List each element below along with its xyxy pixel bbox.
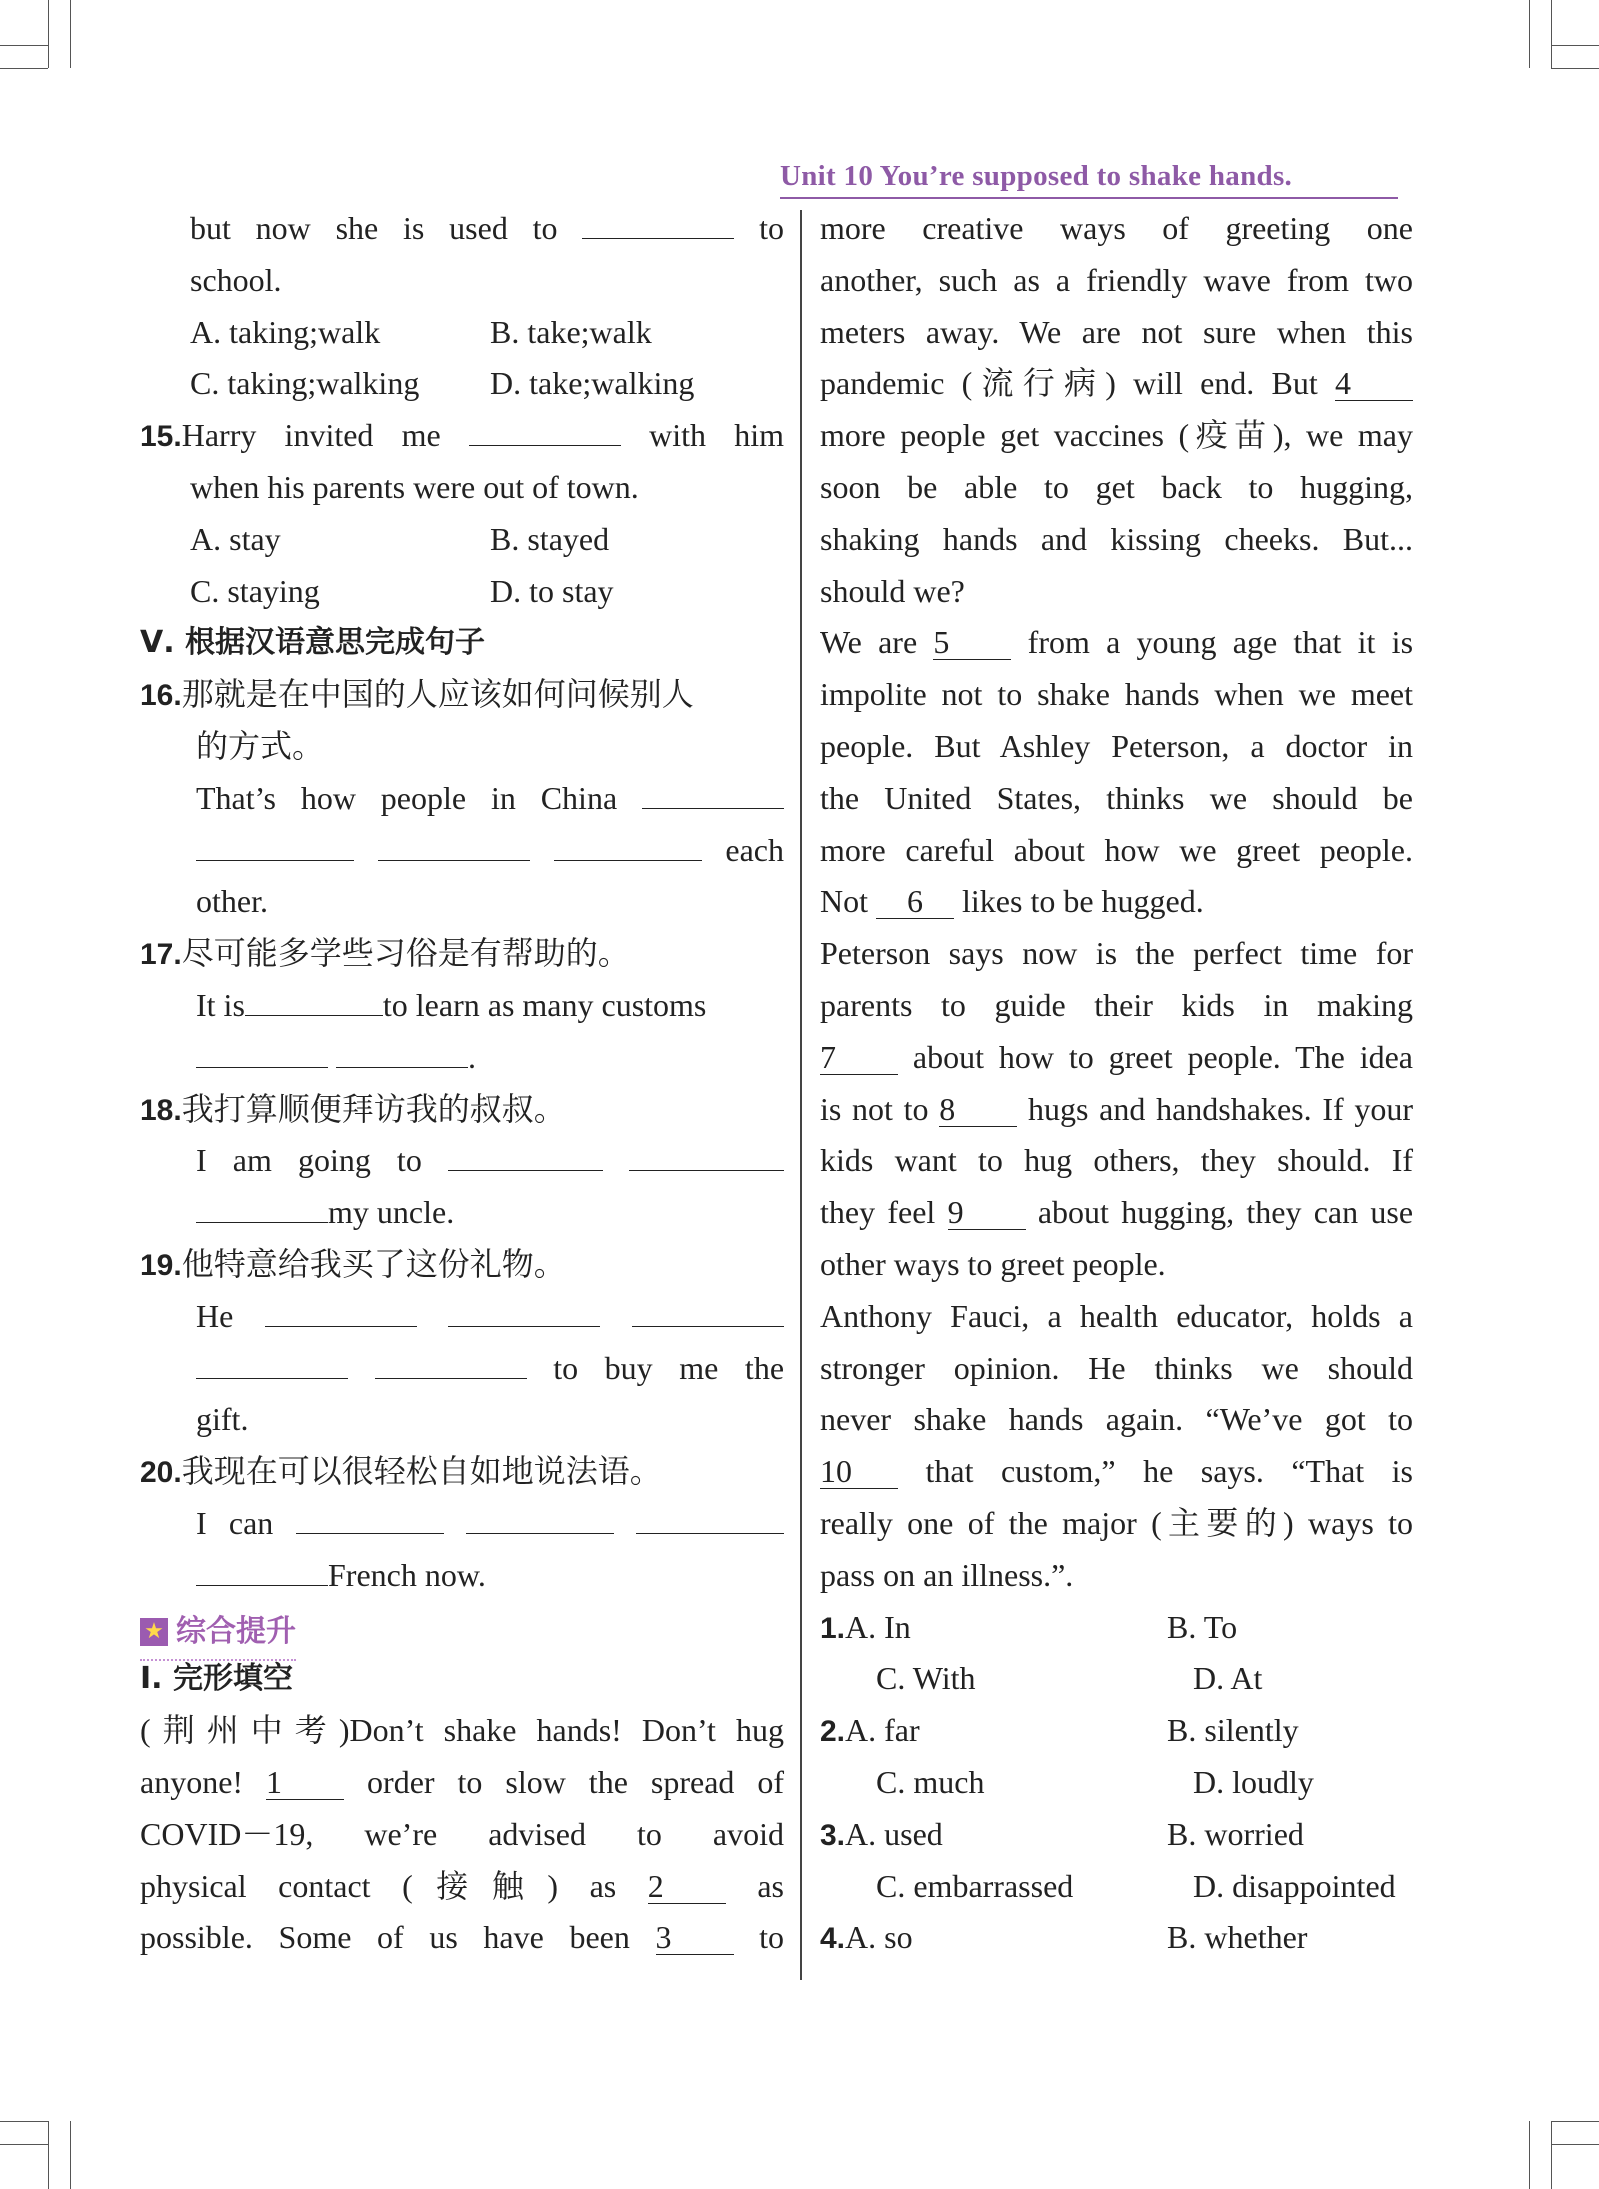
passage-line: [820, 1394, 1413, 1446]
passage-text: hugs and handshakes. If your: [1028, 1090, 1414, 1127]
passage-line: [140, 1912, 784, 1964]
crop-mark: [1551, 45, 1599, 46]
question-number: 4.: [820, 1922, 846, 1956]
answer-blank[interactable]: [378, 830, 530, 861]
passage-line: [820, 825, 1413, 877]
passage-text: should we?: [820, 572, 965, 609]
passage-text: about how to greet people. The idea: [912, 1038, 1414, 1075]
left-column: [140, 203, 785, 1964]
running-header: Unit 10 You’re supposed to shake hands.: [780, 160, 1293, 192]
crop-mark: [0, 2121, 48, 2122]
answer-blank[interactable]: [554, 830, 702, 861]
question-number: 19.: [140, 1248, 182, 1282]
question-number: 15.: [140, 420, 182, 454]
header-rule: [780, 197, 1398, 199]
cloze-blank[interactable]: 8: [939, 1094, 1017, 1127]
q14-continuation: but now she is used to to: [190, 210, 785, 246]
option-d[interactable]: D. disappointed: [1193, 1867, 1396, 1904]
passage-text: COVID－19, we’re advised to avoid: [140, 1815, 784, 1852]
answer-blank[interactable]: [196, 1348, 348, 1379]
passage-text: likes to be hugged.: [962, 883, 1204, 920]
cloze-blank[interactable]: 4: [1335, 368, 1413, 401]
crop-mark: [1551, 2121, 1552, 2189]
passage-text: (荆州中考)Don’t shake hands! Don’t hug: [140, 1712, 784, 1749]
passage-text: order to slow the spread of: [367, 1763, 785, 1800]
answer-blank[interactable]: [245, 985, 383, 1016]
passage-text: anyone!: [140, 1763, 267, 1800]
option-a[interactable]: A. taking;walk: [190, 313, 381, 350]
question-number: 1.: [820, 1611, 846, 1645]
section-heading: Ⅴ. 根据汉语意思完成句子: [140, 625, 486, 661]
answer-blank[interactable]: [448, 1140, 603, 1171]
option-c[interactable]: C. embarrassed: [876, 1867, 1074, 1904]
crop-mark: [1551, 2144, 1599, 2145]
star-icon: ★: [140, 1618, 168, 1646]
cloze-passage-right: [820, 203, 1413, 1602]
passage-line: [820, 1187, 1413, 1239]
answer-blank[interactable]: [196, 1192, 328, 1223]
q14-continuation: school.: [190, 261, 282, 298]
passage-text: about hugging, they can use: [1037, 1194, 1414, 1231]
q15-stem: 15.Harry invited me with him: [140, 417, 784, 454]
passage-line: [820, 1550, 1413, 1602]
answer-row: [820, 1912, 1413, 1964]
option-a[interactable]: A. so: [845, 1919, 913, 1956]
question-number: 20.: [140, 1456, 182, 1490]
right-column: [820, 203, 1413, 1964]
answer-row: [820, 1653, 1413, 1705]
passage-text: other ways to greet people.: [820, 1245, 1166, 1282]
answer-blank[interactable]: [296, 1503, 444, 1534]
answer-blank[interactable]: [265, 1296, 417, 1327]
question-number: 17.: [140, 938, 182, 972]
option-a[interactable]: A. stay: [190, 520, 281, 557]
passage-text: pass on an illness.”.: [820, 1556, 1074, 1593]
cloze-blank[interactable]: 2: [648, 1871, 726, 1904]
option-d[interactable]: D. loudly: [1193, 1763, 1314, 1800]
option-b[interactable]: B. whether: [1167, 1919, 1308, 1956]
passage-text: more careful about how we greet people.: [820, 831, 1413, 868]
answer-blank[interactable]: [448, 1296, 600, 1327]
question-number: 3.: [820, 1818, 846, 1852]
q17-english: It is to learn as many customs: [196, 986, 707, 1023]
q16-chinese: 的方式。: [196, 727, 325, 764]
option-d[interactable]: D. take;walking: [490, 365, 695, 402]
passage-line: [820, 203, 1413, 255]
crop-mark: [70, 0, 71, 68]
q19-english: gift.: [196, 1401, 249, 1438]
crop-mark: [1551, 2121, 1599, 2122]
passage-text: from a young age that it is: [1027, 624, 1414, 661]
answer-row: [820, 1602, 1413, 1654]
passage-text: physical contact (接触) as: [140, 1867, 617, 1904]
passage-line: [820, 1291, 1413, 1343]
option-d[interactable]: D. At: [1193, 1660, 1263, 1697]
q20-english: I can: [190, 1498, 784, 1550]
cloze-blank[interactable]: 7: [820, 1042, 898, 1075]
cloze-passage-left: [140, 1705, 784, 1964]
crop-mark: [1551, 0, 1552, 68]
section-heading: Ⅰ. 完形填空: [140, 1661, 294, 1697]
passage-line: [820, 462, 1413, 514]
passage-line: [820, 566, 1413, 618]
answer-blank[interactable]: [196, 1555, 328, 1586]
q17-chinese: 17.尽可能多学些习俗是有帮助的。: [140, 935, 630, 972]
passage-text: as: [757, 1867, 784, 1904]
passage-text: people. But Ashley Peterson, a doctor in: [820, 727, 1413, 764]
q16-english: each: [190, 825, 784, 877]
q16-english: That’s how people in China: [190, 773, 784, 825]
cloze-blank[interactable]: 6: [876, 886, 954, 919]
question-number: 18.: [140, 1093, 182, 1127]
passage-text: stronger opinion. He thinks we should: [820, 1349, 1413, 1386]
passage-text: meters away. We are not sure when this: [820, 313, 1413, 350]
passage-text: they feel: [820, 1194, 936, 1231]
crop-mark: [0, 45, 48, 46]
section-badge: [140, 1602, 784, 1654]
passage-line: [820, 410, 1413, 462]
passage-text: shaking hands and kissing cheeks. But...: [820, 520, 1413, 557]
answer-blank[interactable]: [375, 1348, 527, 1379]
passage-text: soon be able to get back to hugging,: [820, 468, 1413, 505]
answer-blank[interactable]: [582, 208, 734, 239]
passage-line: [820, 1135, 1413, 1187]
crop-mark: [48, 2121, 49, 2189]
option-c[interactable]: C. much: [876, 1763, 985, 1800]
answer-blank[interactable]: [336, 1037, 468, 1068]
option-c[interactable]: C. With: [876, 1660, 976, 1697]
badge-label: 综合提升: [176, 1613, 296, 1649]
answer-blank[interactable]: [196, 1037, 328, 1068]
crop-mark: [1551, 68, 1599, 69]
passage-line: [820, 307, 1413, 359]
crop-mark: [0, 68, 48, 69]
passage-line: [140, 1861, 784, 1913]
option-b[interactable]: B. take;walk: [490, 313, 652, 350]
option-b[interactable]: B. worried: [1167, 1815, 1304, 1852]
passage-text: Peterson says now is the perfect time for: [820, 935, 1413, 972]
q19-chinese: 19.他特意给我买了这份礼物。: [140, 1245, 566, 1282]
passage-line: [820, 617, 1413, 669]
q16-english: other.: [196, 883, 268, 920]
passage-text: pandemic (流行病) will end. But: [820, 365, 1318, 402]
q19-english: to buy me the: [190, 1343, 784, 1395]
option-c[interactable]: C. staying: [190, 572, 320, 609]
q18-english: my uncle.: [190, 1187, 784, 1239]
q17-english: .: [190, 1032, 784, 1084]
cloze-blank[interactable]: 9: [948, 1197, 1026, 1230]
passage-text: really one of the major (主要的) ways to: [820, 1504, 1413, 1541]
q18-english: I am going to: [190, 1135, 784, 1187]
q16-chinese: 16.那就是在中国的人应该如何问候别人: [140, 676, 694, 713]
q15-options: [190, 566, 784, 618]
cloze-blank[interactable]: 3: [656, 1922, 734, 1955]
option-b[interactable]: B. stayed: [490, 520, 610, 557]
answer-row: [820, 1809, 1413, 1861]
passage-line: [820, 1343, 1413, 1395]
passage-text: possible. Some of us have been: [140, 1919, 630, 1956]
answer-blank[interactable]: [642, 778, 784, 809]
option-a[interactable]: A. In: [845, 1608, 911, 1645]
passage-line: [140, 1809, 784, 1861]
passage-line: [820, 980, 1413, 1032]
option-d[interactable]: D. to stay: [490, 572, 614, 609]
answer-row: [820, 1705, 1413, 1757]
passage-line: [820, 928, 1413, 980]
option-b[interactable]: B. silently: [1167, 1712, 1299, 1749]
q14-options: [190, 307, 784, 359]
passage-text: the United States, thinks we should be: [820, 779, 1413, 816]
passage-line: [820, 1239, 1413, 1291]
passage-line: [140, 1757, 784, 1809]
question-number: 2.: [820, 1715, 846, 1749]
passage-line: [820, 1498, 1413, 1550]
passage-line: [820, 1032, 1413, 1084]
question-number: 16.: [140, 679, 182, 713]
crop-mark: [70, 2121, 71, 2189]
crop-mark: [0, 2144, 48, 2145]
passage-text: that custom,” he says. “That is: [925, 1453, 1414, 1490]
passage-line: [820, 773, 1413, 825]
q20-english: French now.: [190, 1550, 784, 1602]
passage-text: more creative ways of greeting one: [820, 210, 1413, 246]
option-a[interactable]: A. used: [845, 1815, 943, 1852]
option-c[interactable]: C. taking;walking: [190, 365, 420, 402]
crop-mark: [1529, 0, 1530, 68]
q15-stem: when his parents were out of town.: [190, 468, 639, 505]
passage-line: [820, 1084, 1413, 1136]
passage-line: [820, 514, 1413, 566]
passage-text: another, such as a friendly wave from two: [820, 261, 1413, 298]
passage-text: parents to guide their kids in making: [820, 986, 1413, 1023]
passage-text: We are: [820, 624, 918, 661]
passage-text: Anthony Fauci, a health educator, holds a: [820, 1297, 1413, 1334]
passage-line: [820, 255, 1413, 307]
q14-options: [190, 358, 784, 410]
passage-text: impolite not to shake hands when we meet: [820, 676, 1413, 713]
q18-chinese: 18.我打算顺便拜访我的叔叔。: [140, 1090, 566, 1127]
answer-row: [820, 1757, 1413, 1809]
answer-blank[interactable]: [196, 830, 354, 861]
answer-options: [820, 1602, 1413, 1965]
passage-line: [820, 669, 1413, 721]
crop-mark: [48, 0, 49, 68]
passage-text: Not: [820, 883, 868, 920]
column-divider: [800, 210, 802, 1980]
cloze-blank[interactable]: 1: [266, 1767, 344, 1800]
passage-line: [140, 1705, 784, 1757]
answer-blank[interactable]: [636, 1503, 784, 1534]
passage-text: kids want to hug others, they should. If: [820, 1142, 1413, 1179]
passage-text: more people get vaccines (疫苗), we may: [820, 417, 1413, 454]
passage-line: [820, 1446, 1413, 1498]
option-a[interactable]: A. far: [845, 1712, 920, 1749]
passage-text: to: [759, 1919, 785, 1956]
passage-line: [820, 876, 1413, 928]
passage-text: is not to: [820, 1090, 929, 1127]
cloze-blank[interactable]: 5: [933, 627, 1011, 660]
answer-blank[interactable]: [466, 1503, 614, 1534]
answer-blank[interactable]: [629, 1140, 784, 1171]
passage-text: never shake hands again. “We’ve got to: [820, 1401, 1413, 1438]
answer-blank[interactable]: [632, 1296, 784, 1327]
option-b[interactable]: B. To: [1167, 1608, 1238, 1645]
answer-blank[interactable]: [469, 415, 621, 446]
passage-line: [820, 358, 1413, 410]
cloze-blank[interactable]: 10: [820, 1456, 898, 1489]
q19-english: He: [190, 1291, 784, 1343]
passage-line: [820, 721, 1413, 773]
q20-chinese: 20.我现在可以很轻松自如地说法语。: [140, 1453, 662, 1490]
crop-mark: [1529, 2121, 1530, 2189]
q15-options: [190, 514, 784, 566]
answer-row: [820, 1861, 1413, 1913]
